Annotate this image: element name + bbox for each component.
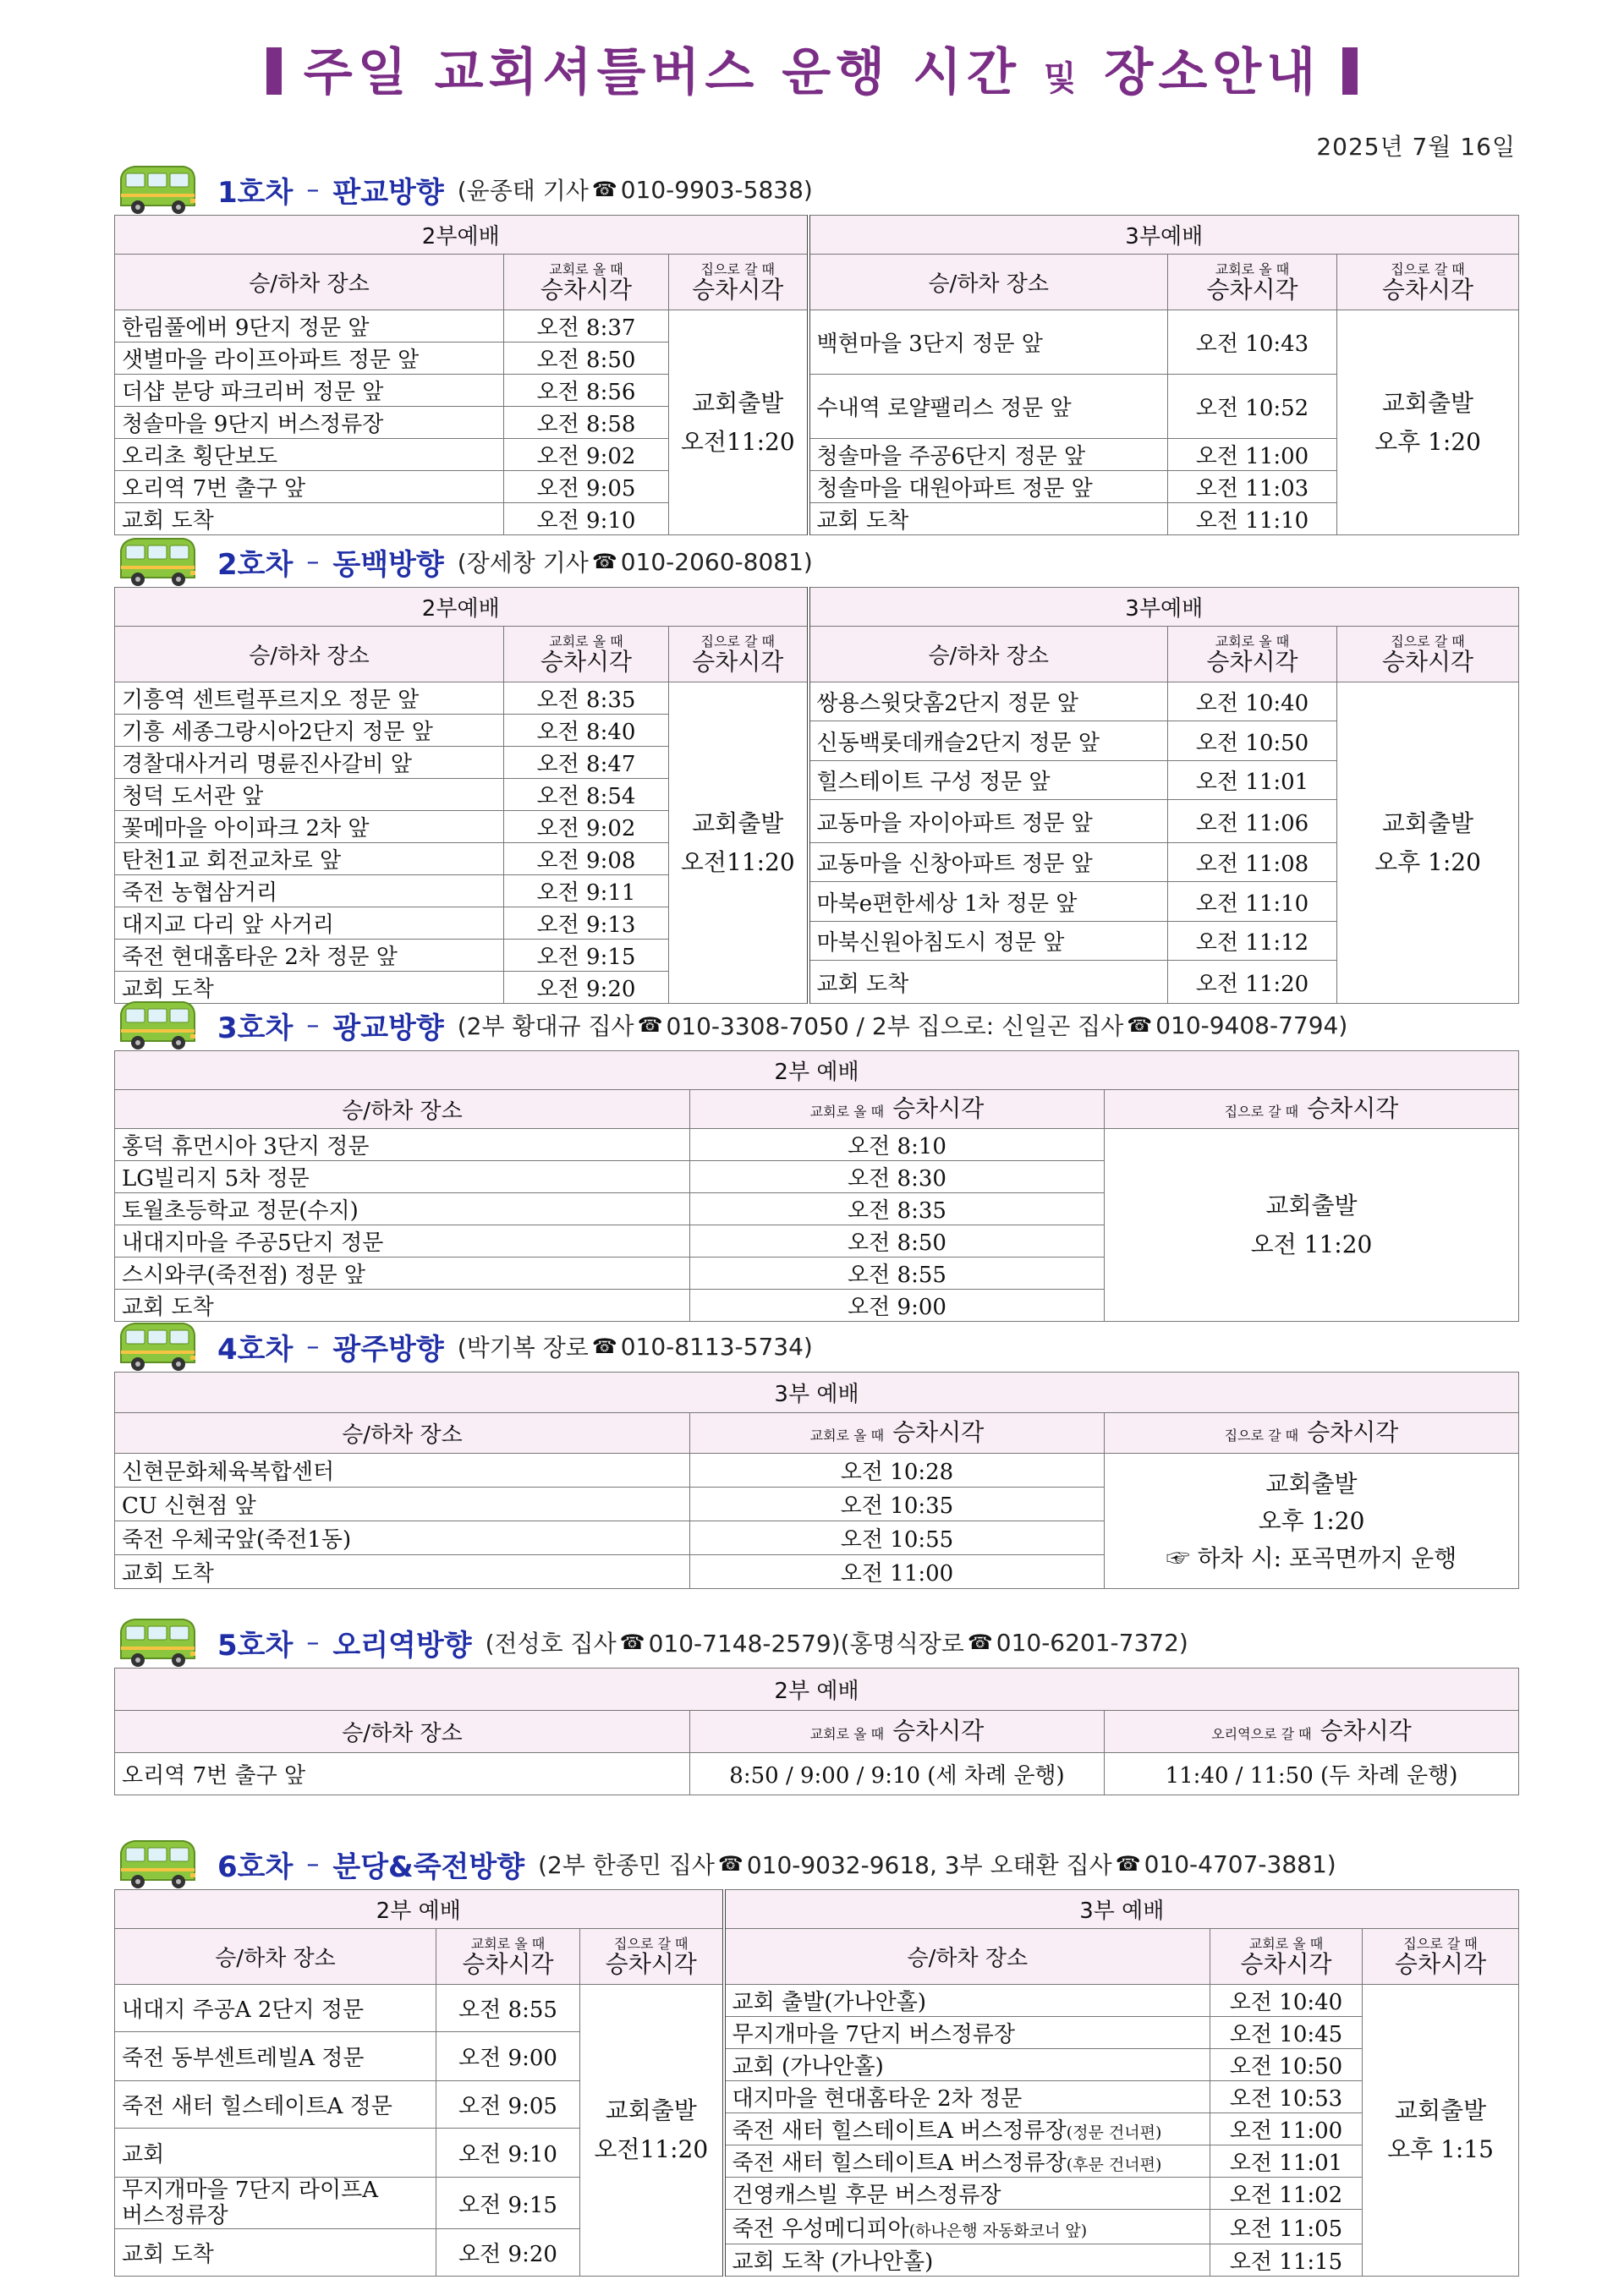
stop-name: 신현문화체육복합센터 — [115, 1454, 690, 1488]
stop-name: 홍덕 휴먼시아 3단지 정문 — [115, 1129, 690, 1161]
stop-time: 오전 8:35 — [504, 682, 669, 715]
col-stop: 승/하차 장소 — [115, 1929, 436, 1985]
table-row — [115, 2178, 1519, 2194]
stop-time: 오전 10:28 — [690, 1454, 1105, 1488]
stop-name: 오리역 7번 출구 앞 — [115, 1753, 690, 1795]
table-row — [115, 439, 1519, 471]
service-title: 3부 예배 — [115, 1373, 1519, 1413]
stop-time: 오전 9:02 — [504, 811, 669, 843]
stop-name: 청덕 도서관 앞 — [115, 779, 504, 811]
bus-icon — [114, 999, 199, 1051]
stop-time: 오전 11:10 — [1168, 882, 1337, 921]
service-2-title: 2부예배 — [115, 588, 809, 627]
stop-time: 오전 9:10 — [504, 503, 669, 535]
stop-name: 교회 도착 — [115, 972, 504, 1004]
stop-time: 오전 9:10 — [436, 2129, 580, 2178]
route-name: 광교방향 — [332, 1011, 444, 1045]
stop-name: 신동백롯데캐슬2단지 정문 앞 — [809, 721, 1168, 760]
col-to-station: 오리역으로 갈 때 승차시각 — [1105, 1711, 1519, 1753]
bus-icon — [114, 1320, 199, 1373]
title-main: 주일 교회셔틀버스 운행 시간 — [303, 43, 1021, 102]
driver-info: (박기복 장로 — [457, 1334, 589, 1362]
table-row — [115, 471, 1519, 503]
col-to-home: 집으로 갈 때 승차시각 — [669, 255, 809, 310]
stop-time: 오전 11:05 — [1210, 2210, 1363, 2244]
driver-info: (2부 황대규 집사 — [457, 1012, 634, 1040]
table-row — [115, 503, 1519, 535]
stop-name: 백현마을 3단지 정문 앞 — [809, 310, 1168, 375]
bus-icon — [114, 535, 199, 588]
bus-2-header — [114, 541, 1518, 582]
stop-name: 대지마을 현대홈타운 2차 정문 — [724, 2081, 1210, 2113]
stop-time: 오전 8:50 — [690, 1225, 1105, 1258]
stop-name: 교회 — [115, 2129, 436, 2178]
driver-phone: 010-6201-7372) — [996, 1628, 1188, 1657]
stop-name: 죽전 우체국앞(죽전1동) — [115, 1521, 690, 1555]
col-to-church: 교회로 올 때 승차시각 — [1168, 255, 1337, 310]
stop-time: 오전 8:47 — [504, 747, 669, 779]
bus-icon — [114, 163, 199, 216]
stop-name: 교회 도착 — [115, 503, 504, 535]
stop-time: 오전 11:20 — [1168, 961, 1337, 1004]
bus-5-section — [114, 1622, 1518, 1795]
stop-note: (하나은행 자동화코너 앞) — [908, 2221, 1088, 2240]
return-departure: 교회출발 오전11:20 — [669, 682, 809, 1004]
stop-name: 청솔마을 주공6단지 정문 앞 — [809, 439, 1168, 471]
col-to-home: 집으로 갈 때 승차시각 — [1105, 1413, 1519, 1454]
col-to-home: 집으로 갈 때 승차시각 — [1337, 627, 1519, 682]
col-stop: 승/하차 장소 — [115, 255, 504, 310]
stop-name: 스시와쿠(죽전점) 정문 앞 — [115, 1258, 690, 1290]
stop-name: 교회 도착 — [809, 503, 1168, 535]
bus-1-header — [114, 169, 1518, 210]
title-bar-right — [1342, 47, 1358, 95]
stop-name: 죽전 새터 힐스테이트A 정문 — [115, 2081, 436, 2129]
stop-name: 마북e편한세상 1차 정문 앞 — [809, 882, 1168, 921]
stop-time: 오전 9:20 — [504, 972, 669, 1004]
dash: – — [306, 546, 320, 577]
service-3-title: 3부예배 — [809, 588, 1519, 627]
stop-time: 오전 11:06 — [1168, 800, 1337, 843]
stop-time: 오전 9:05 — [436, 2081, 580, 2129]
col-to-home: 집으로 갈 때 승차시각 — [1105, 1090, 1519, 1129]
stop-name: 꽃메마을 아이파크 2차 앞 — [115, 811, 504, 843]
stop-name: 청솔마을 9단지 버스정류장 — [115, 407, 504, 439]
dash: – — [306, 174, 320, 205]
stop-name: 교동마을 신창아파트 정문 앞 — [809, 843, 1168, 882]
table-row — [115, 1454, 1519, 1488]
driver-phone: 010-8113-5734) — [620, 1332, 813, 1361]
stop-name: 토월초등학교 정문(수지) — [115, 1193, 690, 1225]
table-row — [115, 843, 1519, 852]
stop-time: 오전 11:01 — [1168, 760, 1337, 799]
driver-phone: 010-2060-8081) — [620, 547, 813, 576]
col-stop: 승/하차 장소 — [115, 627, 504, 682]
stop-name: 교회 출발(가나안홀) — [724, 1985, 1210, 2017]
bus-1-section — [114, 169, 1518, 535]
bus-number: 3호차 — [217, 1011, 294, 1045]
title-bar-left — [266, 47, 282, 95]
driver-phone: 010-9408-7794) — [1155, 1011, 1348, 1039]
stop-time: 오전 8:35 — [690, 1193, 1105, 1225]
stop-name: 무지개마을 7단지 라이프A 버스정류장 — [115, 2178, 436, 2229]
phone-icon: ☎ — [591, 550, 617, 573]
route-name: 오리역방향 — [332, 1628, 472, 1663]
stop-name: 기흥역 센트럴푸르지오 정문 앞 — [115, 682, 504, 715]
route-name: 판교방향 — [332, 175, 444, 210]
stop-name: 죽전 우성메디피아(하나은행 자동화코너 앞) — [724, 2210, 1210, 2244]
phone-icon: ☎ — [1127, 1013, 1153, 1037]
bus-2-section — [114, 541, 1518, 1004]
table-row — [115, 1129, 1519, 1161]
stop-name: 죽전 새터 힐스테이트A 버스정류장(정문 건너편) — [724, 2113, 1210, 2145]
stop-name: 마북신원아침도시 정문 앞 — [809, 921, 1168, 960]
stop-time: 오전 11:03 — [1168, 471, 1337, 503]
route-name: 광주방향 — [332, 1332, 444, 1367]
stop-name: 교회 도착 — [809, 961, 1168, 1004]
stop-time: 오전 9:20 — [436, 2229, 580, 2277]
stop-time: 오전 10:53 — [1210, 2081, 1363, 2113]
bus-number: 6호차 — [217, 1849, 294, 1884]
bus-4-header — [114, 1326, 1518, 1367]
col-to-church: 교회로 올 때 승차시각 — [1210, 1929, 1363, 1985]
stop-time: 오전 10:40 — [1168, 682, 1337, 721]
col-stop: 승/하차 장소 — [115, 1711, 690, 1753]
stop-name: 교회 도착 — [115, 2229, 436, 2277]
stop-name: 교회 (가나안홀) — [724, 2049, 1210, 2081]
stop-time: 오전 9:05 — [504, 471, 669, 503]
stop-name: 교동마을 자이아파트 정문 앞 — [809, 800, 1168, 843]
stop-time: 오전 10:43 — [1168, 310, 1337, 375]
stop-time: 오전 9:00 — [690, 1290, 1105, 1322]
stop-time: 오전 8:50 — [504, 342, 669, 375]
stop-time: 오전 8:54 — [504, 779, 669, 811]
bus-2-table — [114, 587, 1519, 1004]
dash: – — [306, 1331, 320, 1362]
stop-time: 오전 8:55 — [436, 1985, 580, 2032]
col-to-church: 교회로 올 때 승차시각 — [1168, 627, 1337, 682]
bus-3-header — [114, 1005, 1518, 1045]
stop-name: 내대지마을 주공5단지 정문 — [115, 1225, 690, 1258]
service-title: 2부 예배 — [115, 1051, 1519, 1090]
stop-name: 힐스테이트 구성 정문 앞 — [809, 760, 1168, 799]
stop-time: 오전 9:15 — [436, 2178, 580, 2229]
driver-info: (전성호 집사 — [485, 1630, 617, 1658]
stop-name: 오리초 횡단보도 — [115, 439, 504, 471]
title-and: 및 — [1043, 59, 1082, 98]
driver-info: (2부 한종민 집사 — [538, 1851, 715, 1879]
service-3-title: 3부예배 — [809, 216, 1519, 255]
return-departure: 교회출발 오후 1:20 — [1337, 310, 1519, 535]
stop-name: 교회 도착 (가나안홀) — [724, 2244, 1210, 2277]
phone-icon: ☎ — [591, 178, 617, 201]
stop-time: 오전 10:50 — [1168, 721, 1337, 760]
col-to-church: 교회로 올 때 승차시각 — [504, 255, 669, 310]
stop-time: 오전 8:40 — [504, 715, 669, 747]
dash: – — [306, 1010, 320, 1040]
stop-time: 오전 8:58 — [504, 407, 669, 439]
driver-info-2: 010-3308-7050 / 2부 집으로: 신일곤 집사 — [666, 1012, 1124, 1040]
stop-name: 한림풀에버 9단지 정문 앞 — [115, 310, 504, 342]
stop-time: 오전 11:08 — [1168, 843, 1337, 882]
bus-3-table — [114, 1050, 1519, 1322]
driver-info: (윤종태 기사 — [457, 177, 589, 205]
stop-time: 오전 8:37 — [504, 310, 669, 342]
bus-3-section — [114, 1005, 1518, 1322]
table-row — [115, 2081, 1519, 2097]
stop-name: 기흥 세종그랑시아2단지 정문 앞 — [115, 715, 504, 747]
stop-time: 8:50 / 9:00 / 9:10 (세 차례 운행) — [690, 1753, 1105, 1795]
dash: – — [306, 1849, 320, 1879]
stop-time: 오전 10:55 — [690, 1521, 1105, 1555]
stop-name: 건영캐스빌 후문 버스정류장 — [724, 2178, 1210, 2210]
stop-name: 내대지 주공A 2단지 정문 — [115, 1985, 436, 2032]
stop-time: 오전 8:56 — [504, 375, 669, 407]
stop-name: 쌍용스윗닷홈2단지 정문 앞 — [809, 682, 1168, 721]
page-title — [0, 32, 1624, 105]
stop-time: 오전 8:30 — [690, 1161, 1105, 1193]
service-title: 2부 예배 — [115, 1669, 1519, 1711]
stop-name: 무지개마을 7단지 버스정류장 — [724, 2017, 1210, 2049]
stop-time: 오전 11:12 — [1168, 921, 1337, 960]
stop-time: 오전 9:00 — [436, 2032, 580, 2081]
bus-6-section — [114, 1844, 1518, 2277]
phone-icon: ☎ — [591, 1334, 617, 1358]
col-stop: 승/하차 장소 — [115, 1413, 690, 1454]
col-to-church: 교회로 올 때 승차시각 — [690, 1413, 1105, 1454]
phone-icon: ☎ — [637, 1013, 663, 1037]
bus-6-table — [114, 1889, 1519, 2277]
driver-info-2: 010-7148-2579)(홍명식장로 — [648, 1630, 964, 1658]
bus-icon — [114, 1838, 199, 1890]
stop-name: 오리역 7번 출구 앞 — [115, 471, 504, 503]
stop-name: 죽전 현대홈타운 2차 정문 앞 — [115, 940, 504, 972]
stop-time: 오전 11:00 — [690, 1555, 1105, 1589]
stop-time: 오전 10:35 — [690, 1488, 1105, 1521]
stop-time: 오전 10:45 — [1210, 2017, 1363, 2049]
col-to-home: 집으로 갈 때 승차시각 — [580, 1929, 724, 1985]
return-departure: 교회출발 오전11:20 — [580, 1985, 724, 2277]
driver-phone: 010-4707-3881) — [1144, 1849, 1336, 1878]
stop-name: 경찰대사거리 명륜진사갈비 앞 — [115, 747, 504, 779]
return-departure: 교회출발 오후 1:20 — [1337, 682, 1519, 1004]
bus-icon — [114, 1616, 199, 1669]
bus-5-table — [114, 1668, 1519, 1795]
col-stop: 승/하차 장소 — [809, 255, 1168, 310]
stop-time: 오전 9:08 — [504, 843, 669, 875]
bus-number: 4호차 — [217, 1332, 294, 1367]
driver-info: (장세창 기사 — [457, 549, 589, 577]
service-2-title: 2부 예배 — [115, 1890, 724, 1929]
stop-name: CU 신현점 앞 — [115, 1488, 690, 1521]
stop-time: 오전 11:02 — [1210, 2178, 1363, 2210]
bus-5-header — [114, 1622, 1518, 1663]
col-to-church: 교회로 올 때 승차시각 — [436, 1929, 580, 1985]
driver-phone: 010-9903-5838) — [620, 175, 813, 204]
stop-time: 오전 8:55 — [690, 1258, 1105, 1290]
table-row — [115, 375, 1519, 407]
service-3-title: 3부 예배 — [724, 1890, 1519, 1929]
bus-4-table — [114, 1372, 1519, 1589]
phone-icon: ☎ — [619, 1630, 645, 1654]
phone-icon: ☎ — [717, 1852, 743, 1876]
stop-name: 교회 도착 — [115, 1555, 690, 1589]
service-2-title: 2부예배 — [115, 216, 809, 255]
col-to-church: 교회로 올 때 승차시각 — [690, 1090, 1105, 1129]
bus-1-table — [114, 215, 1519, 535]
stop-name: 더샵 분당 파크리버 정문 앞 — [115, 375, 504, 407]
col-to-home: 집으로 갈 때 승차시각 — [1337, 255, 1519, 310]
route-name: 동백방향 — [332, 547, 444, 582]
stop-time: 오전 10:52 — [1168, 375, 1337, 439]
col-stop: 승/하차 장소 — [809, 627, 1168, 682]
stop-time: 오전 9:02 — [504, 439, 669, 471]
table-row — [115, 310, 1519, 342]
stop-time: 오전 11:00 — [1210, 2113, 1363, 2145]
bus-number: 1호차 — [217, 175, 294, 210]
stop-time: 오전 9:13 — [504, 907, 669, 940]
phone-icon: ☎ — [1115, 1852, 1141, 1876]
phone-icon: ☎ — [967, 1630, 993, 1654]
col-to-church: 교회로 올 때 승차시각 — [690, 1711, 1105, 1753]
stop-name: 샛별마을 라이프아파트 정문 앞 — [115, 342, 504, 375]
bus-6-header — [114, 1844, 1518, 1884]
col-stop: 승/하차 장소 — [724, 1929, 1210, 1985]
return-departure: 교회출발 오후 1:15 — [1363, 1985, 1519, 2277]
title-tail: 장소안내 — [1104, 43, 1321, 102]
return-departure: 교회출발 오전 11:20 — [1105, 1129, 1519, 1322]
stop-time: 오전 9:11 — [504, 875, 669, 907]
stop-time: 오전 8:10 — [690, 1129, 1105, 1161]
document-date: 2025년 7월 16일 — [1316, 133, 1516, 161]
driver-info-2: 010-9032-9618, 3부 오태환 집사 — [746, 1851, 1112, 1879]
stop-time: 11:40 / 11:50 (두 차례 운행) — [1105, 1753, 1519, 1795]
col-to-home: 집으로 갈 때 승차시각 — [1363, 1929, 1519, 1985]
col-stop: 승/하차 장소 — [115, 1090, 690, 1129]
col-to-home: 집으로 갈 때 승차시각 — [669, 627, 809, 682]
dash: – — [306, 1627, 320, 1658]
bus-number: 2호차 — [217, 547, 294, 582]
stop-name: 수내역 로얄팰리스 정문 앞 — [809, 375, 1168, 439]
stop-time: 오전 10:50 — [1210, 2049, 1363, 2081]
stop-time: 오전 11:15 — [1210, 2244, 1363, 2277]
return-departure: 교회출발 오전11:20 — [669, 310, 809, 535]
stop-time: 오전 11:10 — [1168, 503, 1337, 535]
table-row — [115, 1753, 1519, 1795]
stop-name: 청솔마을 대원아파트 정문 앞 — [809, 471, 1168, 503]
stop-name: 죽전 동부센트레빌A 정문 — [115, 2032, 436, 2081]
table-row — [115, 1985, 1519, 2001]
route-name: 분당&죽전방향 — [332, 1849, 525, 1884]
table-row — [115, 682, 1519, 691]
col-to-church: 교회로 올 때 승차시각 — [504, 627, 669, 682]
stop-note: (정문 건너편) — [1066, 2123, 1162, 2142]
stop-note: (후문 건너편) — [1066, 2156, 1162, 2174]
stop-name: 죽전 새터 힐스테이트A 버스정류장(후문 건너편) — [724, 2145, 1210, 2178]
bus-4-section — [114, 1326, 1518, 1589]
bus-number: 5호차 — [217, 1628, 294, 1663]
stop-time: 오전 9:15 — [504, 940, 669, 972]
stop-name: 탄천1교 회전교차로 앞 — [115, 843, 504, 875]
stop-time: 오전 11:01 — [1210, 2145, 1363, 2178]
stop-name: LG빌리지 5차 정문 — [115, 1161, 690, 1193]
stop-time: 오전 11:00 — [1168, 439, 1337, 471]
stop-time: 오전 10:40 — [1210, 1985, 1363, 2017]
stop-name: 대지교 다리 앞 사거리 — [115, 907, 504, 940]
stop-name: 죽전 농협삼거리 — [115, 875, 504, 907]
stop-name: 교회 도착 — [115, 1290, 690, 1322]
return-departure: 교회출발 오후 1:20 ☞ 하차 시: 포곡면까지 운행 — [1105, 1454, 1519, 1589]
